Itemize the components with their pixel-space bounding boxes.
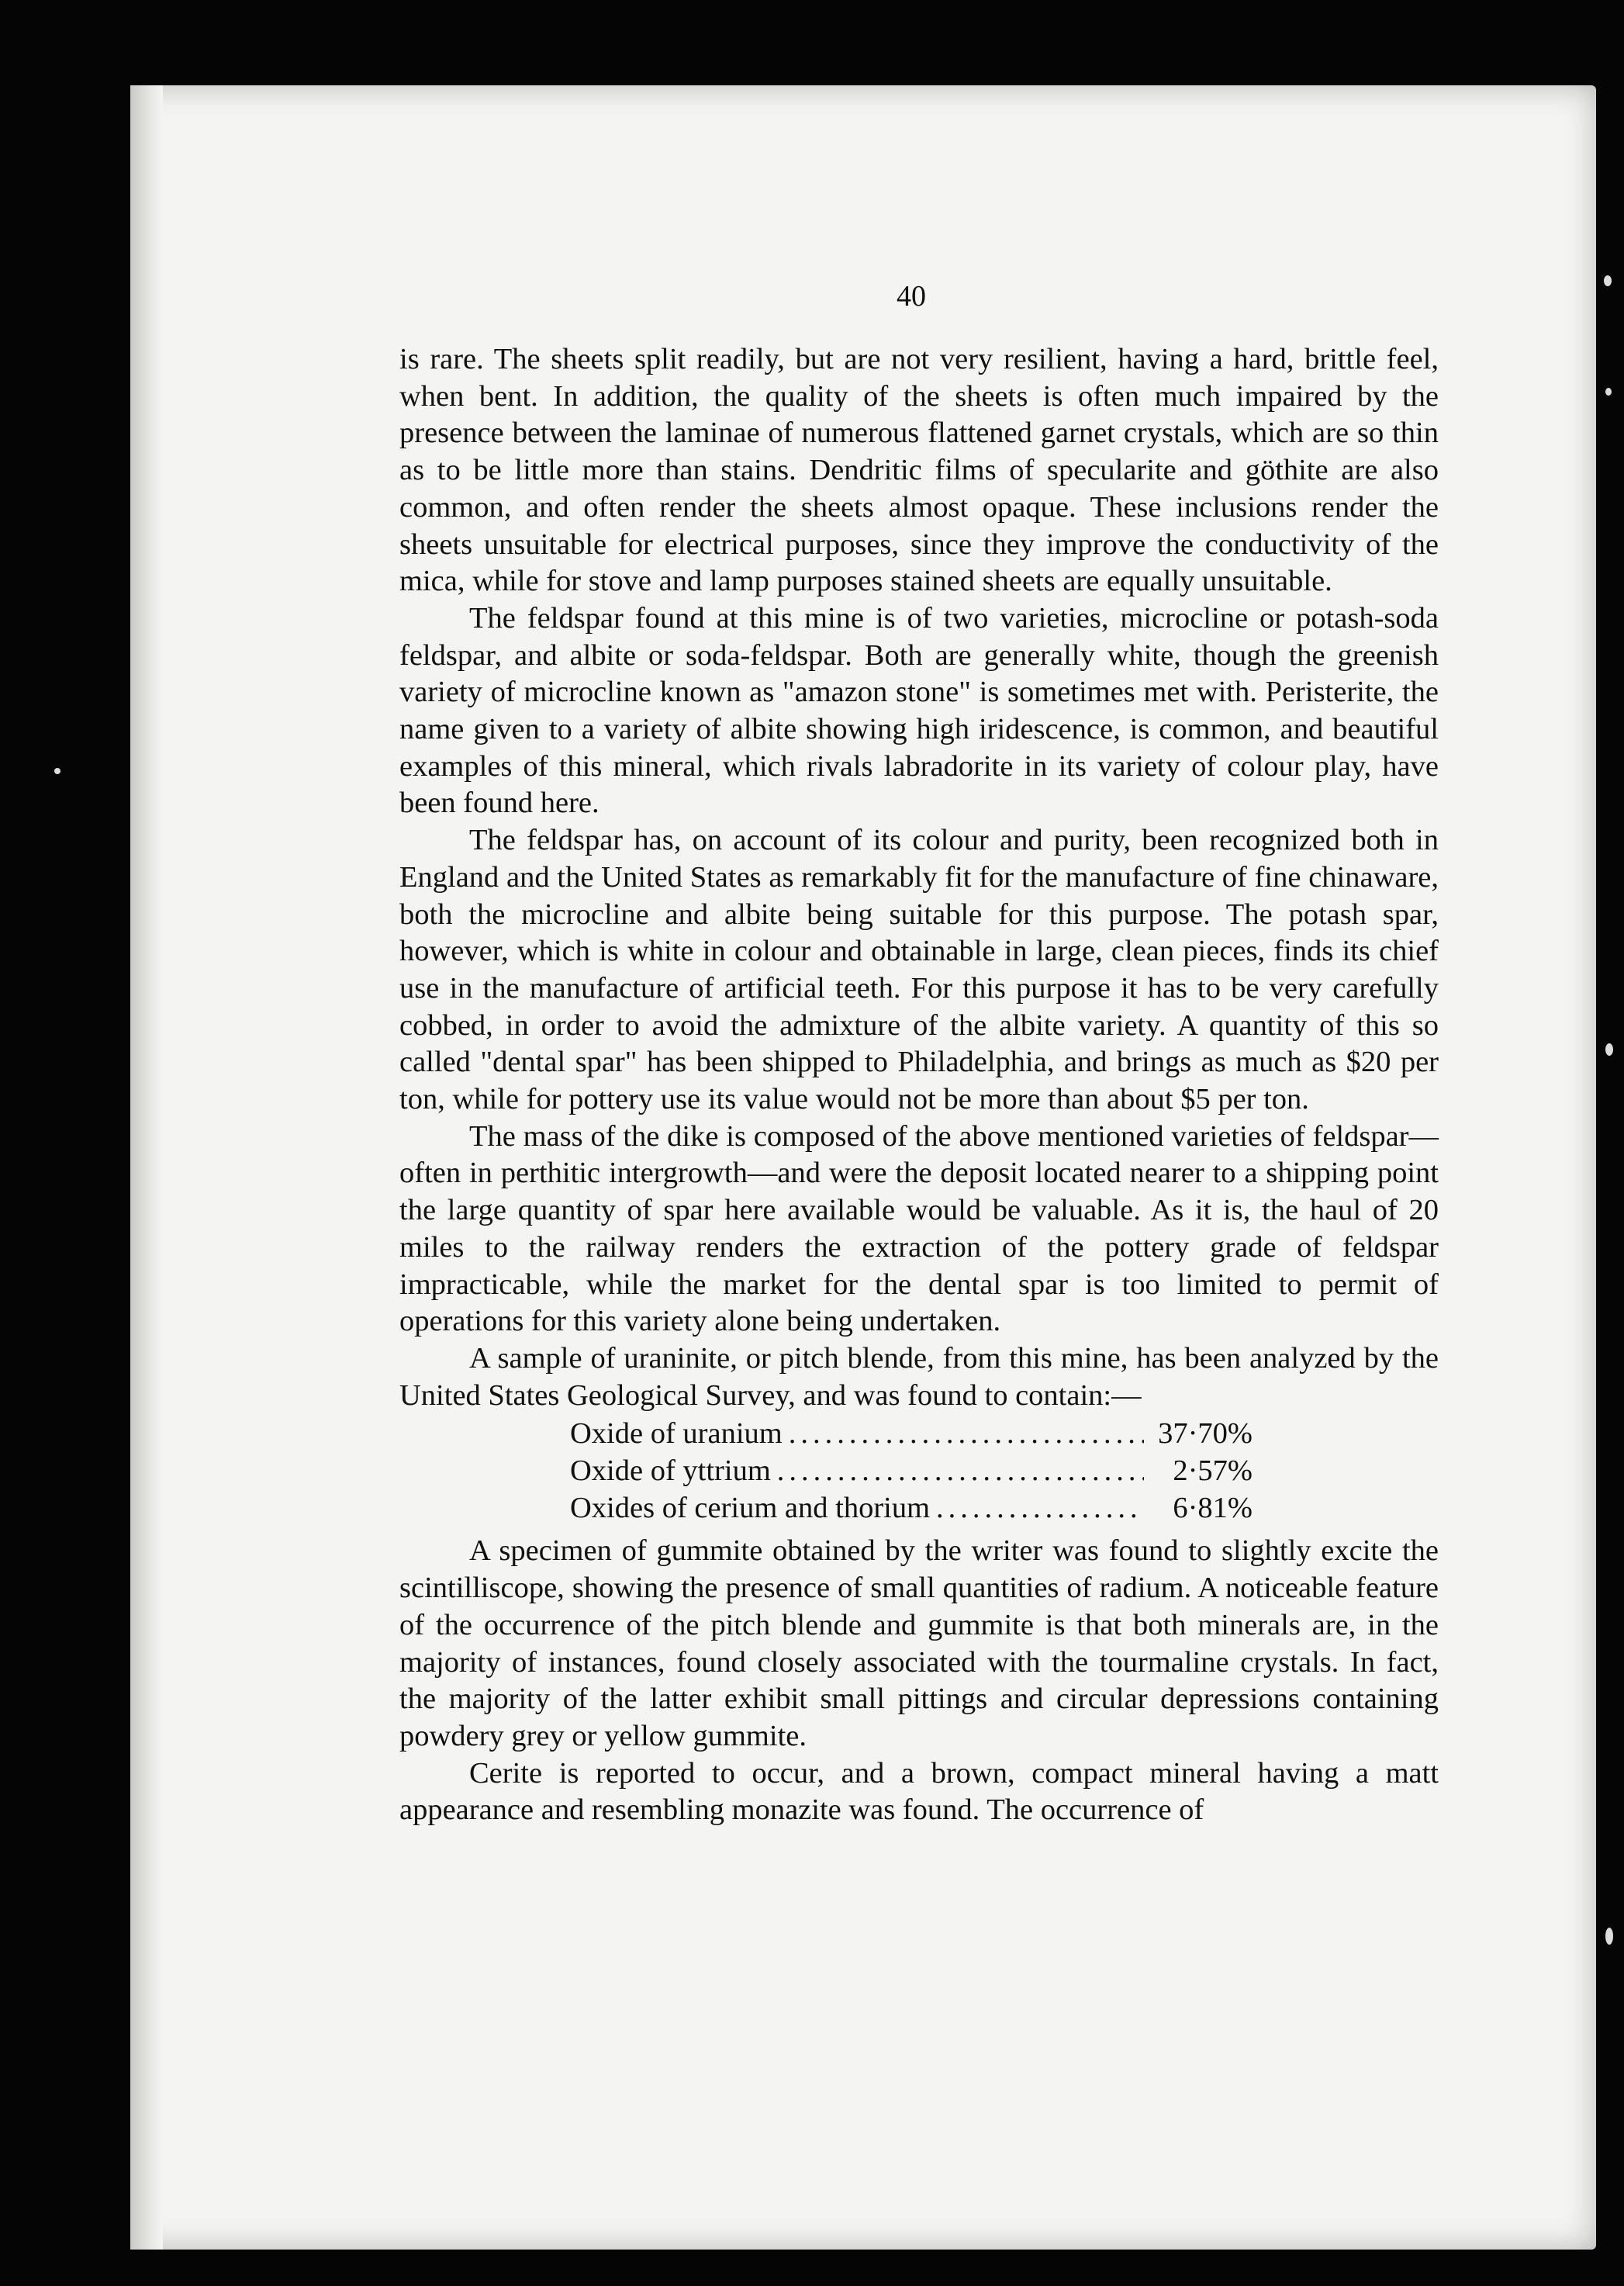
dot-leader [783,1416,1144,1453]
analysis-table [570,1416,1253,1527]
margin-speck [1605,1043,1613,1056]
analysis-label: Oxide of yttrium [570,1454,771,1488]
paragraph: Cerite is reported to occur, and a brown, compact mineral having a matt appearance and resembling monazite was found. The occurrence of [399,1756,1439,1827]
page-number: 40 [897,280,926,313]
dot-leader [930,1490,1144,1527]
paragraph: The feldspar found at this mine is of two varieties, microcline or potash-soda feldspar, and albite or soda-feldspar. Both are generally white, though the greenish variety of microcline known as "amazon stone" is sometimes met with. Peristerite, the name given to a variety of albite showing high iridescence, is common, and beautiful examples of this mineral, which rivals labradorite in its variety of colour play, have been found here. [399,601,1439,820]
dot-leader [771,1453,1144,1490]
analysis-label: Oxide of uranium [570,1417,783,1451]
analysis-value: 6·81% [1173,1491,1253,1524]
analysis-row [570,1490,1253,1527]
analysis-row [570,1453,1253,1490]
analysis-label: Oxides of cerium and thorium [570,1491,931,1524]
analysis-value: 37·70% [1158,1417,1253,1451]
analysis-value: 2·57% [1173,1454,1253,1488]
body-text [399,341,1439,1829]
margin-speck [1605,388,1612,396]
analysis-row [570,1416,1253,1453]
margin-speck [54,768,60,774]
margin-speck [1604,275,1612,286]
paragraph: A sample of uraninite, or pitch blende, from this mine, has been analyzed by the United States Geological Survey, and was found to contain:— [399,1341,1439,1412]
paragraph: is rare. The sheets split readily, but are not very resilient, having a hard, brittle feel, when bent. In addition, the quality of the sheets is often much impaired by the presence between the laminae of numerous flattened garnet crystals, which are so thin as to be little more than stains. Dendritic films of specularite and göthite are also common, and often render the sheets almost opaque. These inclusions render the sheets unsuitable for electrical purposes, since they improve the conductivity of the mica, while for stove and lamp purposes stained sheets are equally unsuitable. [399,343,1439,598]
paragraph: A specimen of gummite obtained by the writer was found to slightly excite the scintilliscope, showing the presence of small quantities of radium. A noticeable feature of the occurrence of the pitch blende and gummite is that both minerals are, in the majority of instances, found closely associated with the tourmaline crystals. In fact, the majority of the latter exhibit small pittings and circular depressions containing powdery grey or yellow gummite. [399,1534,1439,1752]
paragraph: The feldspar has, on account of its colour and purity, been recognized both in England and the United States as remarkably fit for the manufacture of fine chinaware, both the microcline and albite being suitable for this purpose. The potash spar, however, which is white in colour and obtainable in large, clean pieces, finds its chief use in the manufacture of artificial teeth. For this purpose it has to be very carefully cobbed, in order to avoid the admixture of the albite variety. A quantity of this so called "dental spar" has been shipped to Philadelphia, and brings as much as $20 per ton, while for pottery use its value would not be more than about $5 per ton. [399,824,1439,1116]
margin-speck [1605,1928,1613,1945]
paragraph: The mass of the dike is composed of the above mentioned varieties of feldspar—often in perthitic intergrowth—and were the deposit located nearer to a shipping point the large quantity of spar here available would be valuable. As it is, the haul of 20 miles to the railway renders the extraction of the pottery grade of feldspar impracticable, while the market for the dental spar is too limited to permit of operations for this variety alone being undertaken. [399,1119,1439,1338]
page-binding-edge [130,85,163,2250]
